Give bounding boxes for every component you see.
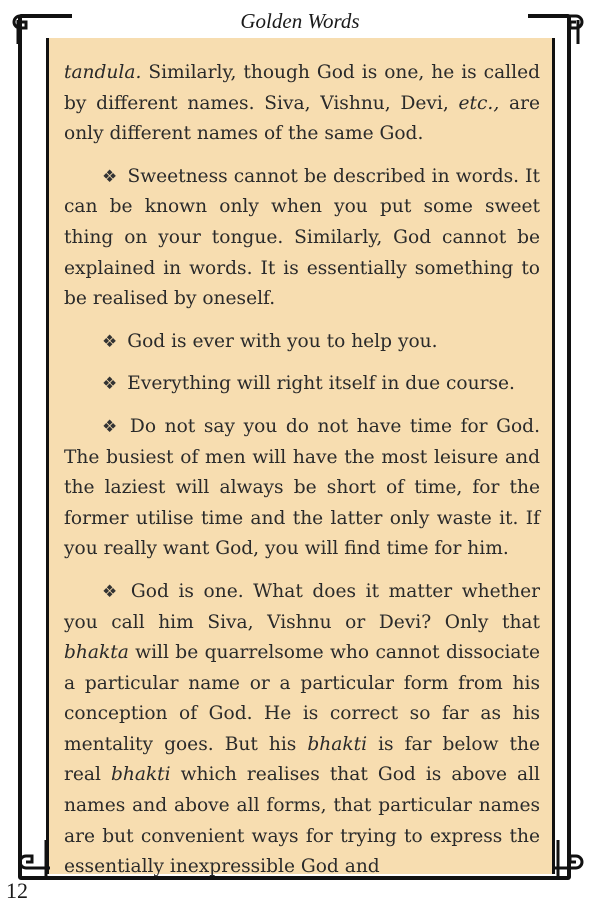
paragraph [64,412,540,565]
text-run: which realises that God is above all names and above all forms, that particular names are but convenient ways for trying to express the essentially inexpressible God and [64,764,541,878]
bullet-icon: ❖ [102,331,118,352]
text-run: Sweetness cannot be described in words. It can be known only when you put some sweet thing on your tongue. Similarly, God cannot be explained in words. It is essentially something to be realised by oneself. [64,165,540,310]
text-run: Do not say you do not have time for God. The busiest of men will have the most leisure and the laziest will always be short of time, for the former utilise time and the latter only waste it. If you really want God, you will find time for him. [64,415,540,560]
paragraph [64,369,540,400]
text-run: God is one. What does it matter whether you call him Siva, Vishnu or Devi? Only that [64,580,540,633]
paragraph [64,162,540,315]
corner-ornament-icon [8,6,48,46]
page-title: Golden Words [72,4,528,38]
text-run: God is ever with you to help you. [127,330,438,352]
corner-ornament-icon [552,838,592,878]
italic-term: bhakti [110,764,171,786]
paragraph [64,327,540,358]
corner-ornament-icon [548,6,588,46]
italic-term: bhakti [307,733,368,755]
corner-ornament-icon [12,838,52,878]
bullet-icon: ❖ [102,581,121,602]
italic-term: bhakta [64,642,129,664]
text-run: Similarly, though God is one, he is called by different names. Siva, Vishnu, Devi, [64,62,540,114]
text-run: is far below the real [64,733,540,786]
paragraph [64,577,540,883]
bullet-icon: ❖ [102,416,120,437]
italic-term: tandula. [64,62,142,83]
text-run: will be quarrelsome who cannot dissociate a particular name or a particular form from his conception of God. He is correct so far as his mentality goes. But his [64,642,540,755]
italic-term: etc., [458,92,500,114]
text-run: are only different names of the same God. [64,92,540,145]
paragraph [64,58,540,150]
bullet-icon: ❖ [102,166,118,187]
page-number: 12 [6,878,28,903]
body-text [64,58,541,878]
text-run: Everything will right itself in due course. [127,373,515,395]
bullet-icon: ❖ [102,374,118,395]
